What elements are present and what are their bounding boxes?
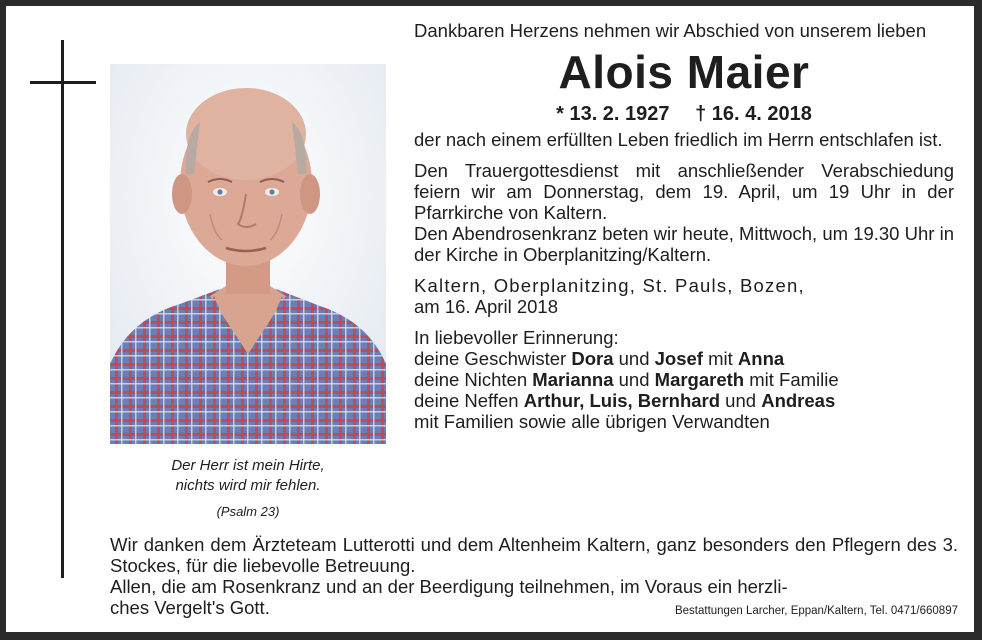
passed-text: der nach einem erfüllten Leben friedlich im Herrn entschlafen ist. bbox=[414, 129, 943, 150]
place-date: am 16. April 2018 bbox=[414, 296, 558, 317]
psalm-reference: (Psalm 23) bbox=[216, 504, 280, 519]
portrait-photo bbox=[110, 64, 386, 444]
thanks-section bbox=[110, 534, 958, 622]
intro-text: Dankbaren Herzens nehmen wir Abschied von unserem lieben bbox=[414, 20, 927, 41]
mourners-siblings: deine Geschwister Dora und Josef mit Anna bbox=[414, 348, 785, 369]
thanks-text-2b: ches Vergelt's Gott. bbox=[110, 597, 270, 618]
psalm-line-1: Der Herr ist mein Hirte, bbox=[171, 457, 325, 474]
mourners-nephews: deine Neffen Arthur, Luis, Bernhard und Andreas bbox=[414, 390, 836, 411]
cross-icon bbox=[61, 40, 64, 578]
obituary-card bbox=[6, 6, 974, 632]
service-text: Den Trauergottesdienst mit anschließender Verabschiedung feiern wir am Donnerstag, dem 19. April, um 19 Uhr in der Pfarrkirche von Kaltern. bbox=[414, 160, 954, 223]
mourners-others: mit Familien sowie alle übrigen Verwandten bbox=[414, 411, 770, 432]
cross-icon-bar bbox=[30, 81, 96, 84]
deceased-name: Alois Maier bbox=[558, 46, 810, 98]
thanks-text-2a: Allen, die am Rosenkranz und an der Beerdigung teilnehmen, im Voraus ein herzli- bbox=[110, 576, 788, 597]
mourners-nieces: deine Nichten Marianna und Margareth mit Familie bbox=[414, 369, 839, 390]
obituary-text bbox=[414, 20, 954, 432]
birth-date: * 13. 2. 1927 bbox=[556, 103, 670, 125]
psalm-line-2: nichts wird mir fehlen. bbox=[175, 477, 321, 494]
undertaker-credit: Bestattungen Larcher, Eppan/Kaltern, Tel. 0471/660897 bbox=[674, 605, 958, 617]
place-text: Kaltern, Oberplanitzing, St. Pauls, Bozen, bbox=[414, 275, 805, 296]
thanks-text: Wir danken dem Ärzteteam Lutterotti und dem Altenheim Kaltern, ganz besonders den Pflegern des 3. Stockes, für die liebevolle Betreuung. bbox=[110, 534, 958, 576]
memory-heading: In liebevoller Erinnerung: bbox=[414, 327, 619, 348]
psalm-quote bbox=[110, 456, 386, 522]
death-date: † 16. 4. 2018 bbox=[695, 103, 812, 125]
portrait-illustration bbox=[110, 64, 386, 444]
rosary-text: Den Abendrosenkranz beten wir heute, Mittwoch, um 19.30 Uhr in der Kirche in Oberplanitzing/Kaltern. bbox=[414, 223, 954, 265]
life-dates bbox=[414, 101, 954, 127]
